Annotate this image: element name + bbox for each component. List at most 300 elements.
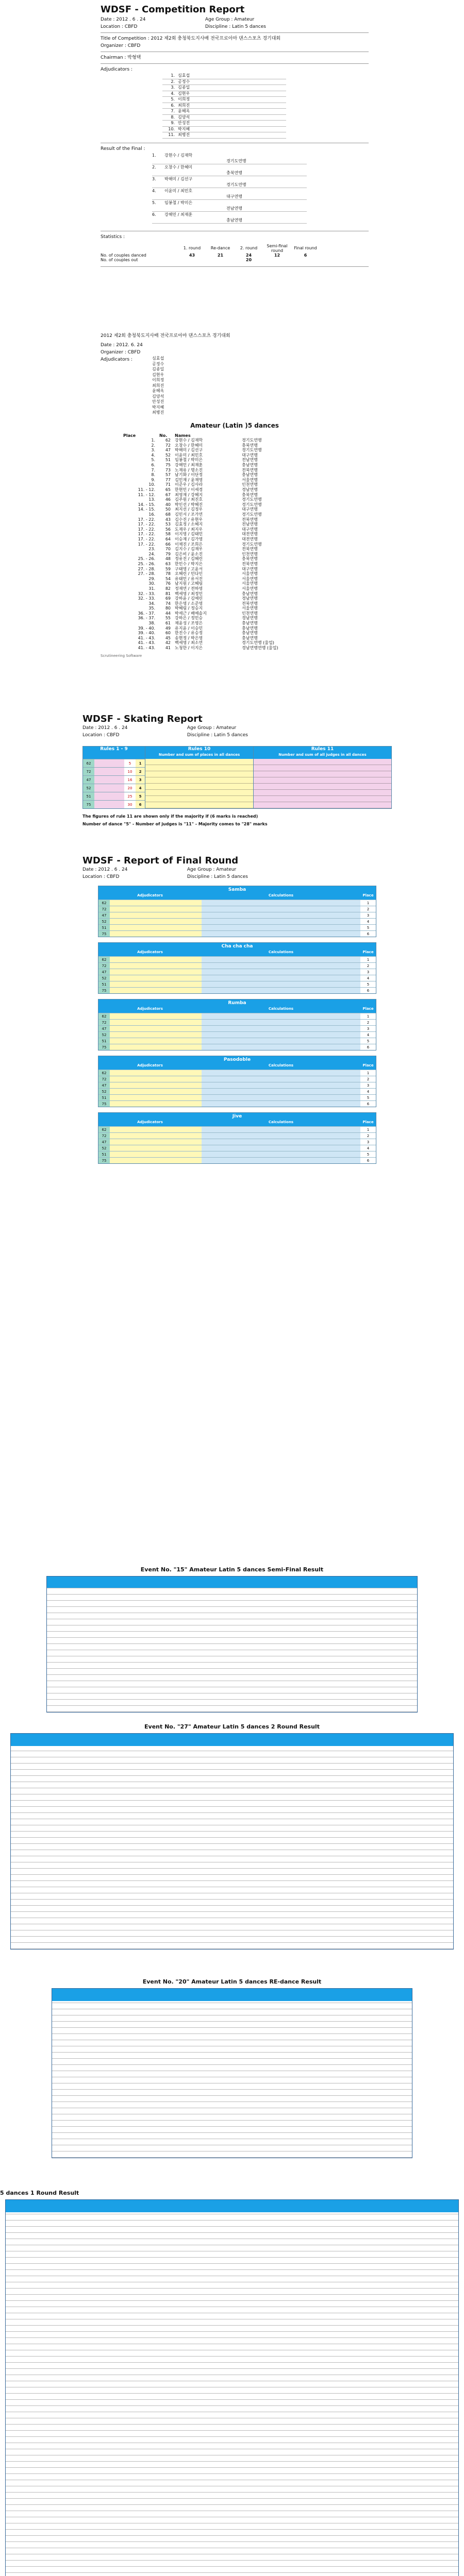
skating-place: 1 — [136, 759, 145, 767]
results-place: 14. - 15. — [138, 502, 155, 507]
final-round-number: 51 — [98, 1095, 110, 1100]
final-place: 2. — [152, 164, 156, 170]
results-club: 서울연맹 — [242, 576, 258, 581]
final-round-row — [98, 981, 376, 987]
rules-1-9-head: Rules 1 - 9 — [83, 747, 145, 753]
results-row — [121, 556, 280, 562]
final-round-number: 51 — [98, 925, 110, 930]
results-pair: 이승재 / 김가영 — [175, 536, 203, 541]
final-club: 전남연맹 — [226, 206, 242, 211]
adjudicator-name: 김현우 — [178, 91, 190, 96]
adjudicator-row — [162, 91, 286, 97]
final-round-number: 51 — [98, 1038, 110, 1044]
adjudicators-label: Adjudicators : — [101, 67, 132, 72]
results-adj-name: 공정수 — [152, 361, 164, 366]
final-round-number: 75 — [98, 1101, 110, 1107]
final-place: 5. — [152, 200, 156, 205]
dance-title: Pasodoble — [98, 1056, 376, 1063]
results-place: 29. — [148, 576, 155, 581]
adjudicator-name: 심효섭 — [178, 73, 190, 78]
results-place: 6. — [151, 463, 155, 468]
results-pair: 도재우 / 최지우 — [175, 527, 203, 532]
skating-number: 62 — [83, 759, 94, 767]
final-round-number: 72 — [98, 963, 110, 969]
final-round-place: 5 — [360, 1151, 376, 1157]
final-round-number: 52 — [98, 1145, 110, 1151]
results-club: 경남연맹 — [242, 596, 258, 601]
final-round-place: 3 — [360, 1082, 376, 1088]
heat-semi — [0, 1566, 464, 1713]
heat-1round-a — [0, 2190, 464, 2576]
final-round-place: 6 — [360, 931, 376, 937]
results-row — [121, 497, 280, 502]
skating-place: 4 — [136, 784, 145, 792]
results-pair: 강하윤 / 김예린 — [175, 596, 203, 601]
results-number: 72 — [165, 443, 171, 448]
results-date: Date : 2012. 6. 24 — [101, 343, 143, 348]
results-number: 65 — [165, 487, 171, 493]
final-round-number: 51 — [98, 981, 110, 987]
final-round-number: 47 — [98, 1026, 110, 1031]
results-club: 전북연맹 — [242, 561, 258, 566]
dance-title: Rumba — [98, 999, 376, 1007]
adjudicator-row — [162, 127, 286, 133]
final-round-place: 1 — [360, 1070, 376, 1076]
results-club: 서울연맹 — [242, 581, 258, 586]
stats-header: 2. round — [240, 246, 258, 250]
final-result-row — [152, 212, 307, 224]
results-adj-name: 김현우 — [152, 372, 164, 377]
results-club: 전북연맹 — [242, 601, 258, 606]
adjudicator-row — [162, 103, 286, 109]
final-age-group: Age Group : Amateur — [187, 867, 237, 872]
results-row — [121, 542, 280, 547]
results-club: 경남연맹 — [242, 487, 258, 493]
results-pair: 유태민 / 유서진 — [175, 576, 203, 581]
final-round-place: 3 — [360, 1139, 376, 1145]
skating-row — [83, 784, 145, 792]
results-place: 17. - 22. — [138, 522, 155, 527]
final-place: 3. — [152, 176, 156, 181]
results-number: 60 — [165, 631, 171, 636]
skating-number: 52 — [83, 784, 94, 792]
results-number: 51 — [165, 457, 171, 463]
adjudicator-name: 최병진 — [178, 132, 190, 137]
results-place: 9. — [151, 477, 155, 482]
results-pair: 임봉철 / 박미은 — [175, 457, 203, 463]
rules-11 — [253, 747, 391, 808]
results-place: 39. - 40. — [138, 631, 155, 636]
dance-block — [98, 942, 376, 994]
results-club: 충남연맹 — [242, 625, 258, 631]
results-club: 전남연맹 — [242, 457, 258, 463]
final-round-row — [98, 1145, 376, 1151]
calculations-head: Calculations — [202, 1063, 360, 1070]
adjudicator-name: 공정수 — [178, 79, 190, 84]
skating-title: WDSF - Skating Report — [82, 714, 203, 724]
final-round-row — [98, 1094, 376, 1100]
results-row — [121, 640, 280, 646]
final-round-number: 75 — [98, 931, 110, 937]
adjudicator-code: 9. — [171, 121, 175, 125]
results-number: 40 — [165, 502, 171, 507]
results-number: 63 — [165, 561, 171, 566]
calculations-head: Calculations — [202, 950, 360, 956]
adjudicator-name: 김종일 — [178, 85, 190, 90]
final-round-number: 47 — [98, 912, 110, 918]
results-number: 71 — [165, 482, 171, 487]
results-row — [121, 527, 280, 532]
adjudicator-row — [162, 132, 286, 139]
final-round-place: 2 — [360, 1133, 376, 1139]
stats-value — [291, 258, 320, 262]
results-club: 충남연맹 — [242, 631, 258, 636]
final-round-place: 5 — [360, 1095, 376, 1100]
adjudicators-head: Adjudicators — [98, 893, 202, 900]
results-section-title: Amateur (Latin )5 dances — [190, 421, 279, 429]
results-row — [121, 517, 280, 522]
results-adj-name: 박지혜 — [152, 404, 164, 410]
results-adj-name: 안성진 — [152, 399, 164, 404]
results-adj-name: 김종일 — [152, 367, 164, 371]
results-club: 경남연맹연맹 (울업) — [242, 646, 278, 651]
results-row — [121, 571, 280, 577]
final-round-place: 1 — [360, 957, 376, 962]
adjudicators-head: Adjudicators — [98, 950, 202, 956]
results-number: 81 — [165, 591, 171, 596]
results-club: 경기도연맹 — [242, 512, 262, 517]
results-number: 44 — [165, 611, 171, 616]
results-pair: 최지선 / 김정우 — [175, 507, 203, 512]
results-place: 25. - 26. — [138, 556, 155, 562]
results-number: 42 — [165, 640, 171, 646]
competition-report — [101, 4, 369, 269]
final-round-title: WDSF - Report of Final Round — [82, 855, 239, 866]
adjudicators-head: Adjudicators — [98, 1120, 202, 1126]
results-pair: 송현정 / 박은영 — [175, 635, 203, 640]
skating-grid — [82, 746, 392, 809]
results-table — [121, 433, 280, 651]
results-club: 전북연맹 — [242, 547, 258, 552]
skating-total: 5 — [124, 759, 136, 767]
final-place: 6. — [152, 212, 156, 217]
adjudicator-row — [162, 109, 286, 115]
results-row — [121, 537, 280, 542]
stats-row-label: No. of couples danced — [101, 252, 146, 258]
adjudicator-code: 8. — [171, 114, 175, 120]
final-round-place: 5 — [360, 1038, 376, 1044]
adjudicator-name: 박지혜 — [178, 126, 190, 131]
results-row — [121, 522, 280, 527]
final-round-row — [98, 1126, 376, 1132]
skating-place: 5 — [136, 792, 145, 800]
adjudicator-name: 윤혜옥 — [178, 109, 190, 113]
results-place: 35. — [148, 606, 155, 611]
final-club: 경기도연맹 — [226, 158, 246, 163]
results-number: 41 — [165, 646, 171, 651]
stats-value: 6 — [304, 252, 307, 258]
results-adj-name: 김양석 — [152, 394, 164, 399]
results-number: 58 — [165, 532, 171, 537]
skating-place: 2 — [136, 768, 145, 775]
results-pair: 박세근 / 배예솔지 — [175, 611, 207, 616]
results-place: 27. - 28. — [138, 571, 155, 577]
rules-1-9 — [83, 747, 145, 808]
results-row — [121, 586, 280, 591]
final-round-row — [98, 1139, 376, 1145]
final-round-number: 72 — [98, 1076, 110, 1082]
final-round-number: 52 — [98, 1032, 110, 1038]
heat-redance-grid — [52, 1988, 412, 2158]
results-row — [121, 646, 280, 651]
final-round-place: 5 — [360, 925, 376, 930]
results-club: 충북연맹 — [242, 556, 258, 562]
final-round-row — [98, 1076, 376, 1082]
results-club: 충남연맹 — [242, 621, 258, 626]
results-number: 66 — [165, 541, 171, 547]
results-club: 대구연맹 — [242, 527, 258, 532]
final-round-row — [98, 1038, 376, 1044]
skating-total: 10 — [124, 768, 136, 775]
results-adj-label: Adjudicators : — [101, 357, 132, 362]
results-row — [121, 532, 280, 537]
results-club: 충남연맹 — [242, 472, 258, 478]
results-pair: 김효정 / 소혜지 — [175, 522, 203, 527]
results-pair: 김수진 / 유현우 — [175, 517, 203, 522]
results-club: 경남연맹 — [242, 616, 258, 621]
results-place: 34. — [148, 601, 155, 606]
heat-2round-grid — [10, 1733, 454, 1950]
dance-block — [98, 886, 376, 937]
final-pair: 임봉철 / 박미은 — [164, 200, 193, 205]
results-number: 73 — [165, 467, 171, 472]
results-place: 5. — [151, 457, 155, 463]
adjudicator-code: 1. — [171, 73, 175, 78]
skating-location: Location : CBFD — [82, 733, 120, 738]
results-club: 경기도연맹 — [242, 448, 262, 453]
heat-redance-title: Event No. "20" Amateur Latin 5 dances RE-dance Result — [142, 1978, 322, 1985]
final-round-place: 6 — [360, 1158, 376, 1163]
results-row — [121, 621, 280, 626]
competition-name: Title of Competition : 2012 제2회 충청북도지사배 전국프로아마 댄스스포츠 경기대회 — [101, 36, 281, 41]
results-club: 서울연맹 — [242, 606, 258, 611]
adjudicator-code: 10. — [168, 126, 175, 131]
adjudicator-code: 7. — [171, 109, 175, 113]
skating-row — [83, 792, 145, 800]
results-number: 57 — [165, 472, 171, 478]
results-row — [121, 487, 280, 493]
results-row — [121, 512, 280, 517]
skating-number: 47 — [83, 776, 94, 784]
results-row — [121, 581, 280, 586]
results-place: 27. - 28. — [138, 566, 155, 571]
final-result-row — [152, 164, 307, 176]
results-pair: 남지원 / 고혜림 — [175, 581, 203, 586]
results-place: 16. — [148, 512, 155, 517]
results-pair: 이지영 / 김태민 — [175, 532, 203, 537]
adjudicator-code: 3. — [171, 85, 175, 90]
results-organizer: Organizer : CBFD — [101, 350, 141, 355]
results-row — [121, 601, 280, 606]
final-label: Result of the Final : — [101, 146, 145, 151]
results-row — [121, 493, 280, 498]
final-round-row — [98, 956, 376, 962]
results-pair: 김은비 / 윤소진 — [175, 551, 203, 556]
final-round-place: 2 — [360, 1076, 376, 1082]
final-round-place: 1 — [360, 1013, 376, 1019]
adjudicator-row — [162, 115, 286, 121]
results-club: 충남연맹 — [242, 591, 258, 596]
results-number: 48 — [165, 556, 171, 562]
adjudicator-row — [162, 97, 286, 103]
final-round-row — [98, 1088, 376, 1094]
final-round-place: 6 — [360, 988, 376, 993]
calculations-head: Calculations — [202, 893, 360, 900]
results-club: 경기도연맹 — [242, 541, 262, 547]
results-place: 4. — [151, 452, 155, 457]
skating-row — [83, 800, 145, 808]
organizer: Organizer : CBFD — [101, 43, 141, 48]
stats-header: Re-dance — [210, 246, 230, 250]
results-place: 36. - 37. — [138, 611, 155, 616]
adjudicators-head: Adjudicators — [98, 1007, 202, 1013]
results-club: 대전연맹 — [242, 532, 258, 537]
final-round-row — [98, 962, 376, 969]
results-club: 충남연맹 — [242, 635, 258, 640]
final-round-row — [98, 918, 376, 924]
final-round-row — [98, 1100, 376, 1107]
rules-10-sub: Number and sum of places in all dances — [145, 753, 253, 759]
final-round-row — [98, 1082, 376, 1088]
results-pair: 채윤성 / 조영은 — [175, 621, 203, 626]
skating-total: 30 — [124, 801, 136, 808]
results-row — [121, 562, 280, 567]
skating-total: 16 — [124, 776, 136, 784]
final-round-place: 1 — [360, 1127, 376, 1132]
results-number: 50 — [165, 507, 171, 512]
final-place: 1. — [152, 152, 156, 158]
results-club: 전북연맹 — [242, 467, 258, 472]
results-row — [121, 438, 280, 443]
results-row — [121, 482, 280, 487]
stats-value: 12 — [274, 252, 280, 258]
results-number: 53 — [165, 522, 171, 527]
final-pair: 이윤미 / 최민호 — [164, 188, 193, 193]
final-round-row — [98, 1013, 376, 1019]
final-round-place: 6 — [360, 1044, 376, 1050]
date-label: Date : 2012 . 6 . 24 — [101, 17, 146, 22]
results-row — [121, 552, 280, 557]
skating-report — [82, 714, 392, 826]
final-round-number: 51 — [98, 1151, 110, 1157]
results-place: 11. - 12. — [138, 492, 155, 497]
adjudicator-code: 11. — [168, 132, 175, 137]
results-pair: 박해미 / 김선구 — [175, 448, 203, 453]
results-number: 77 — [165, 477, 171, 482]
results-row — [121, 626, 280, 631]
results-club: 충북연맹 — [242, 443, 258, 448]
calculations-head: Calculations — [202, 1120, 360, 1126]
results-row — [121, 631, 280, 636]
results-place: 24. — [148, 551, 155, 556]
results-row — [121, 547, 280, 552]
results-row — [121, 577, 280, 582]
results-club: 서울연맹 — [242, 477, 258, 482]
results-place: 25. - 26. — [138, 561, 155, 566]
adjudicator-code: 5. — [171, 97, 175, 101]
results-club: 인천연맹 — [242, 611, 258, 616]
adjudicators-head: Adjudicators — [98, 1063, 202, 1070]
results-pair: 강해민 / 최재훈 — [175, 463, 203, 468]
results-adj-name: 최희진 — [152, 383, 164, 388]
final-round-row — [98, 930, 376, 937]
results-pair: 노재유 / 명소진 — [175, 467, 203, 472]
final-result-row — [152, 200, 307, 212]
results-pair: 최영재 / 강혜지 — [175, 492, 203, 497]
final-round-row — [98, 975, 376, 981]
results-club: 충북연맹 — [242, 492, 258, 497]
adjudicator-row — [162, 79, 286, 86]
final-round-number: 62 — [98, 1013, 110, 1019]
final-round-place: 3 — [360, 969, 376, 975]
results-number: 78 — [165, 571, 171, 577]
results-number: 62 — [165, 438, 171, 443]
final-pair: 강해민 / 최재훈 — [164, 212, 193, 217]
results-pair: 이준우 / 김사라 — [175, 482, 203, 487]
final-round-place: 4 — [360, 919, 376, 924]
stats-value — [263, 258, 291, 262]
results-pair: 김민재 / 윤재영 — [175, 477, 203, 482]
adjudicator-row — [162, 73, 286, 79]
results-place: 11. - 12. — [138, 487, 155, 493]
results-place: 13. — [148, 497, 155, 502]
results-row — [121, 478, 280, 483]
results-pair: 한진수 / 유승정 — [175, 631, 203, 636]
final-round-row — [98, 987, 376, 993]
final-round-row — [98, 1019, 376, 1025]
final-round-place: 1 — [360, 900, 376, 906]
adjudicator-code: 6. — [171, 103, 175, 108]
results-row — [121, 606, 280, 611]
results-place: 32. - 33. — [138, 591, 155, 596]
final-round-place: 4 — [360, 975, 376, 981]
final-round-place: 2 — [360, 1020, 376, 1025]
final-round-place: 4 — [360, 1089, 376, 1094]
heat-2round — [0, 1723, 464, 1950]
results-place: 1. — [151, 438, 155, 443]
results-row — [121, 636, 280, 641]
final-result-row — [152, 176, 307, 188]
results-pair: 노청한 / 이지은 — [175, 646, 203, 651]
final-round-row — [98, 1044, 376, 1050]
results-number: 74 — [165, 601, 171, 606]
results-adj-names — [152, 356, 164, 416]
results-row — [121, 596, 280, 601]
final-round-place: 2 — [360, 906, 376, 912]
final-round-number: 47 — [98, 1082, 110, 1088]
results-pair: 박인선 / 박혜진 — [175, 502, 203, 507]
skating-total: 25 — [124, 792, 136, 800]
final-round-row — [98, 900, 376, 906]
heat-2round-title: Event No. "27" Amateur Latin 5 dances 2 Round Result — [144, 1723, 320, 1730]
results-number: 75 — [165, 463, 171, 468]
results-col-header: Place — [123, 433, 136, 438]
final-location: Location : CBFD — [82, 874, 120, 879]
results-pair: 강하은 / 정민승 — [175, 616, 203, 621]
results-number: 79 — [165, 551, 171, 556]
results-club: 경기도연맹 — [242, 497, 262, 502]
results-place: 23. — [148, 547, 155, 552]
